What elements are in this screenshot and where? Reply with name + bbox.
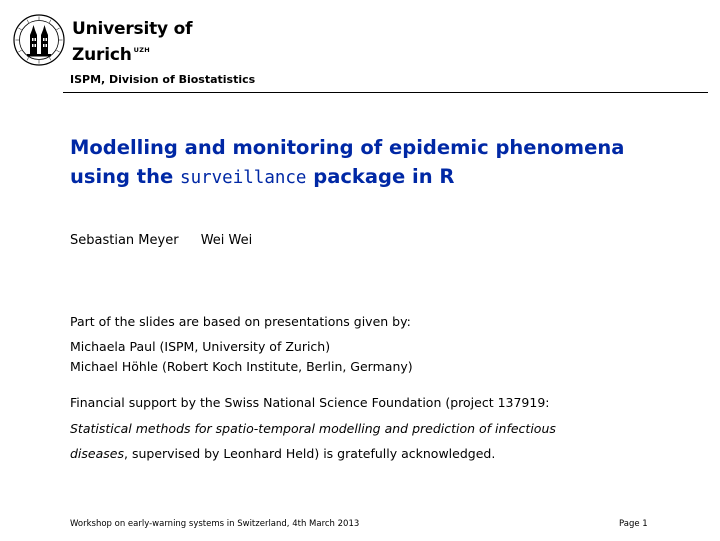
presenter-item: Michael Höhle (Robert Koch Institute, Berlin, Germany) — [70, 359, 413, 374]
department-label: ISPM, Division of Biostatistics — [70, 73, 256, 86]
title-line2 — [70, 162, 710, 193]
credits-intro: Part of the slides are based on presentations given by: — [70, 314, 411, 329]
slide-title — [70, 133, 710, 193]
presenter-list — [70, 337, 413, 377]
funding-project-title: Statistical methods for spatio-temporal modelling and prediction of infectious — [70, 420, 556, 436]
funding-line1: Financial support by the Swiss National Science Foundation (project 137919: — [70, 395, 550, 410]
university-seal-icon — [13, 14, 65, 66]
title-suffix: package in R — [306, 165, 455, 188]
title-package-name: surveillance — [180, 168, 307, 188]
footer-event: Workshop on early-warning systems in Switzerland, 4th March 2013 — [70, 519, 360, 529]
title-prefix: using the — [70, 165, 181, 188]
presenter-item: Michaela Paul (ISPM, University of Zurich) — [70, 339, 331, 354]
title-line1: Modelling and monitoring of epidemic phenomena — [70, 136, 625, 159]
funding-statement — [70, 390, 556, 467]
author-list — [70, 233, 252, 248]
university-city: Zurich — [72, 45, 132, 65]
university-name-line1: University of — [72, 19, 193, 39]
funding-line3-rest: , supervised by Leonhard Held) is gratefully acknowledged. — [124, 446, 496, 461]
page-number: Page 1 — [619, 519, 648, 529]
university-name — [72, 19, 192, 66]
funding-line3 — [70, 441, 556, 467]
funding-project-title-end: diseases — [70, 446, 124, 461]
university-name-line2 — [72, 40, 192, 66]
header-divider — [63, 92, 708, 93]
uzh-superscript: UZH — [133, 46, 150, 54]
author-name: Wei Wei — [200, 233, 253, 248]
author-name: Sebastian Meyer — [70, 233, 179, 248]
